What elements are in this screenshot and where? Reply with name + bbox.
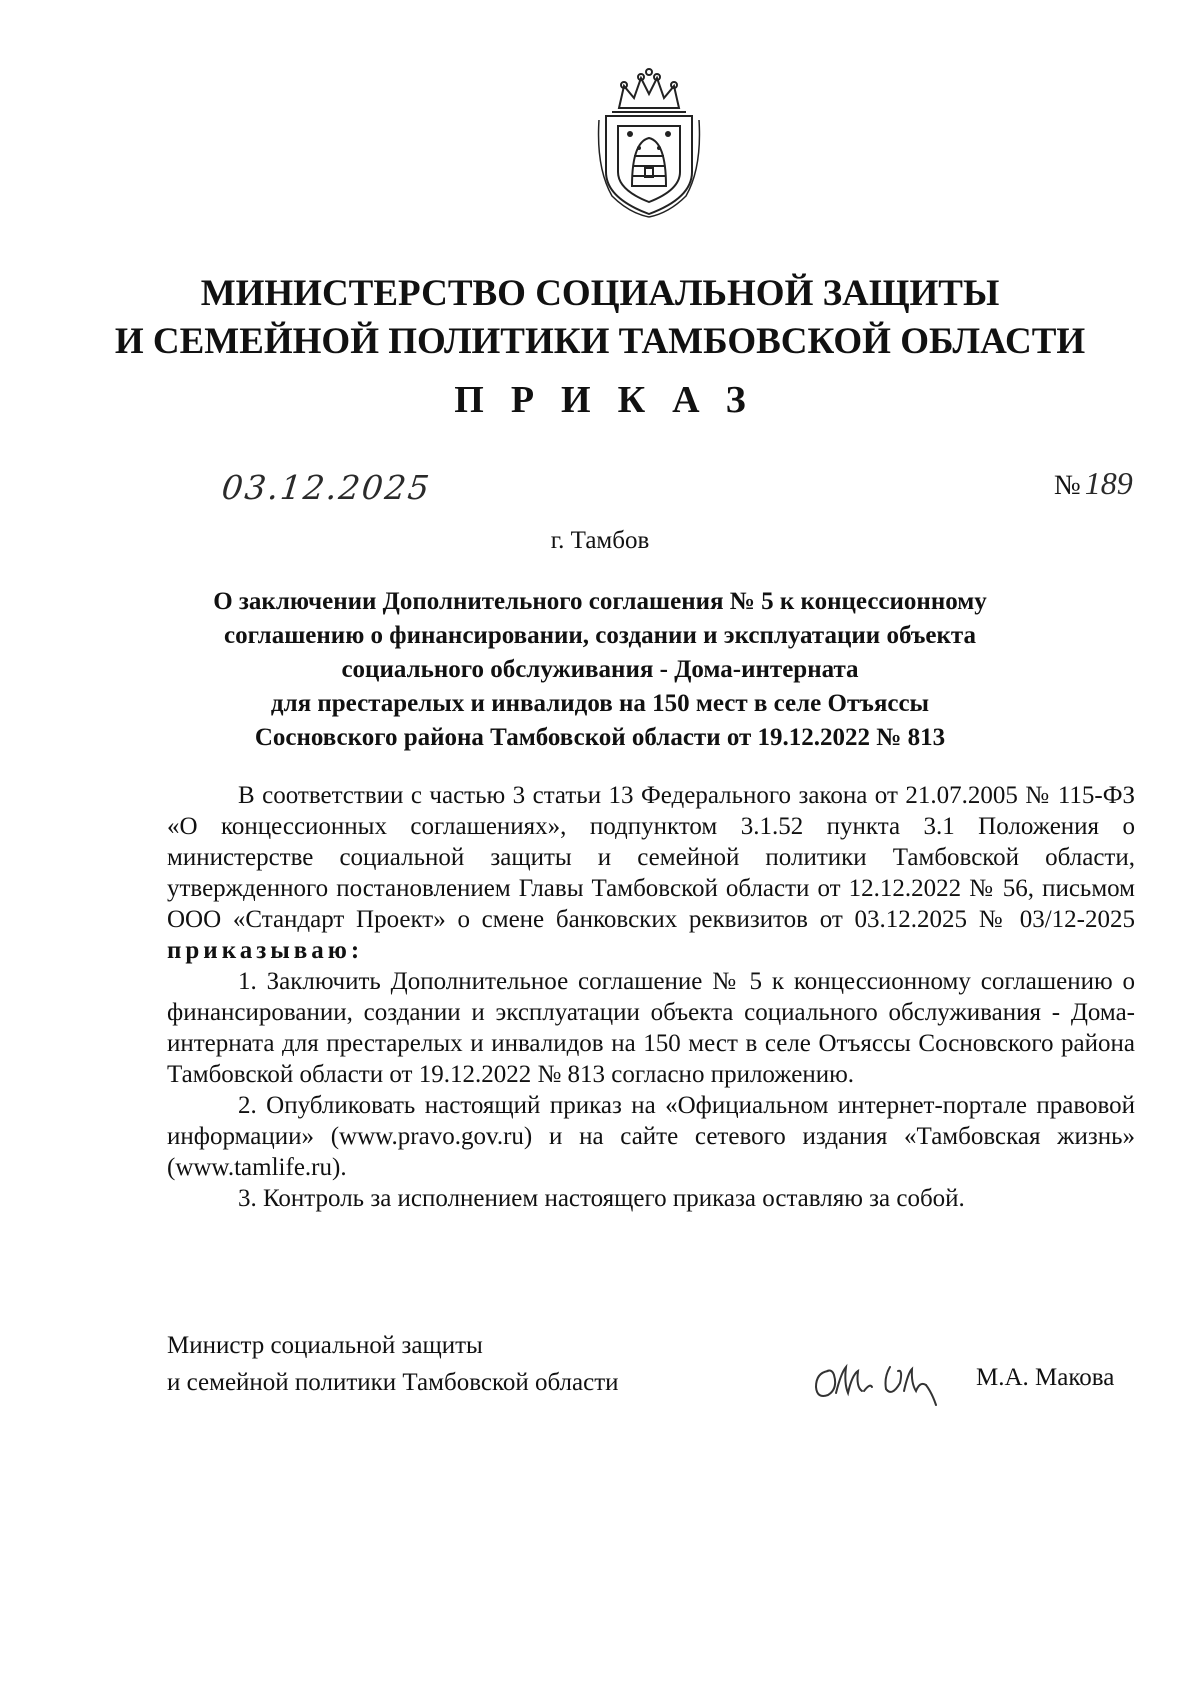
tambov-coat-of-arms-icon — [594, 68, 704, 218]
signatory-title-line-1: Министр социальной защиты — [167, 1332, 483, 1359]
order-item-2: 2. Опубликовать настоящий приказ на «Официальном интернет-портале правовой информации» (www.pravo.gov.ru) и на сайте сетевого издания «Тамбовская жизнь» (www.tamlife.ru). — [167, 1092, 1135, 1181]
preamble-text: В соответствии с частью 3 статьи 13 Федерального закона от 21.07.2005 № 115-ФЗ «О концессионных соглашениях», подпунктом 3.1.52 пункта 3.1 Положения о министерстве социальной защиты и семейной политики Тамбовской области, утвержденного постановлением Главы Тамбовской области от 12.12.2022 № 56, письмом ООО «Стандарт Проект» о смене банковских реквизитов от 03.12.2025 № 03/12-2025 — [167, 782, 1135, 933]
subject-line-5: Сосновского района Тамбовской области от 19.12.2022 № 813 — [254, 724, 946, 751]
signatory-title — [167, 1327, 619, 1401]
order-item-3: 3. Контроль за исполнением настоящего приказа оставляю за собой. — [238, 1185, 965, 1212]
subject-line-4: для престарелых и инвалидов на 150 мест в селе Отъяссы — [270, 690, 930, 717]
subject-line-3: социального обслуживания - Дома-интерната — [341, 656, 859, 683]
city: г. Тамбов — [550, 527, 650, 554]
handwritten-signature — [808, 1353, 958, 1413]
order-item-1: 1. Заключить Дополнительное соглашение № 5 к концессионному соглашению о финансировании, создании и эксплуатации объекта социального обслуживания - Дома-интерната для престарелых и инвалидов на 150 мест в селе Отъяссы Сосновского района Тамбовской области от 19.12.2022 № 813 согласно приложению. — [167, 968, 1135, 1088]
number-value: 189 — [1084, 465, 1133, 501]
order-word: приказываю: — [167, 937, 364, 964]
ministry-line-1: МИНИСТЕРСТВО СОЦИАЛЬНОЙ ЗАЩИТЫ — [200, 273, 1000, 314]
preamble-paragraph — [167, 780, 1135, 966]
subject-line-1: О заключении Дополнительного соглашения № 5 к концессионному — [213, 588, 987, 615]
document-type: ПРИКАЗ — [454, 379, 773, 421]
number-label: № — [1054, 470, 1081, 501]
ministry-line-2: И СЕМЕЙНОЙ ПОЛИТИКИ ТАМБОВСКОЙ ОБЛАСТИ — [114, 321, 1086, 362]
signatory-title-line-2: и семейной политики Тамбовской области — [167, 1369, 619, 1396]
subject-line-2: соглашению о финансировании, создании и эксплуатации объекта — [223, 622, 976, 649]
order-body — [167, 780, 1135, 1214]
handwritten-date: 03.12.2025 — [219, 468, 434, 507]
order-number — [1054, 465, 1133, 502]
signatory-name: М.А. Макова — [976, 1364, 1115, 1391]
order-subject — [0, 585, 1200, 755]
ministry-name — [0, 270, 1200, 366]
